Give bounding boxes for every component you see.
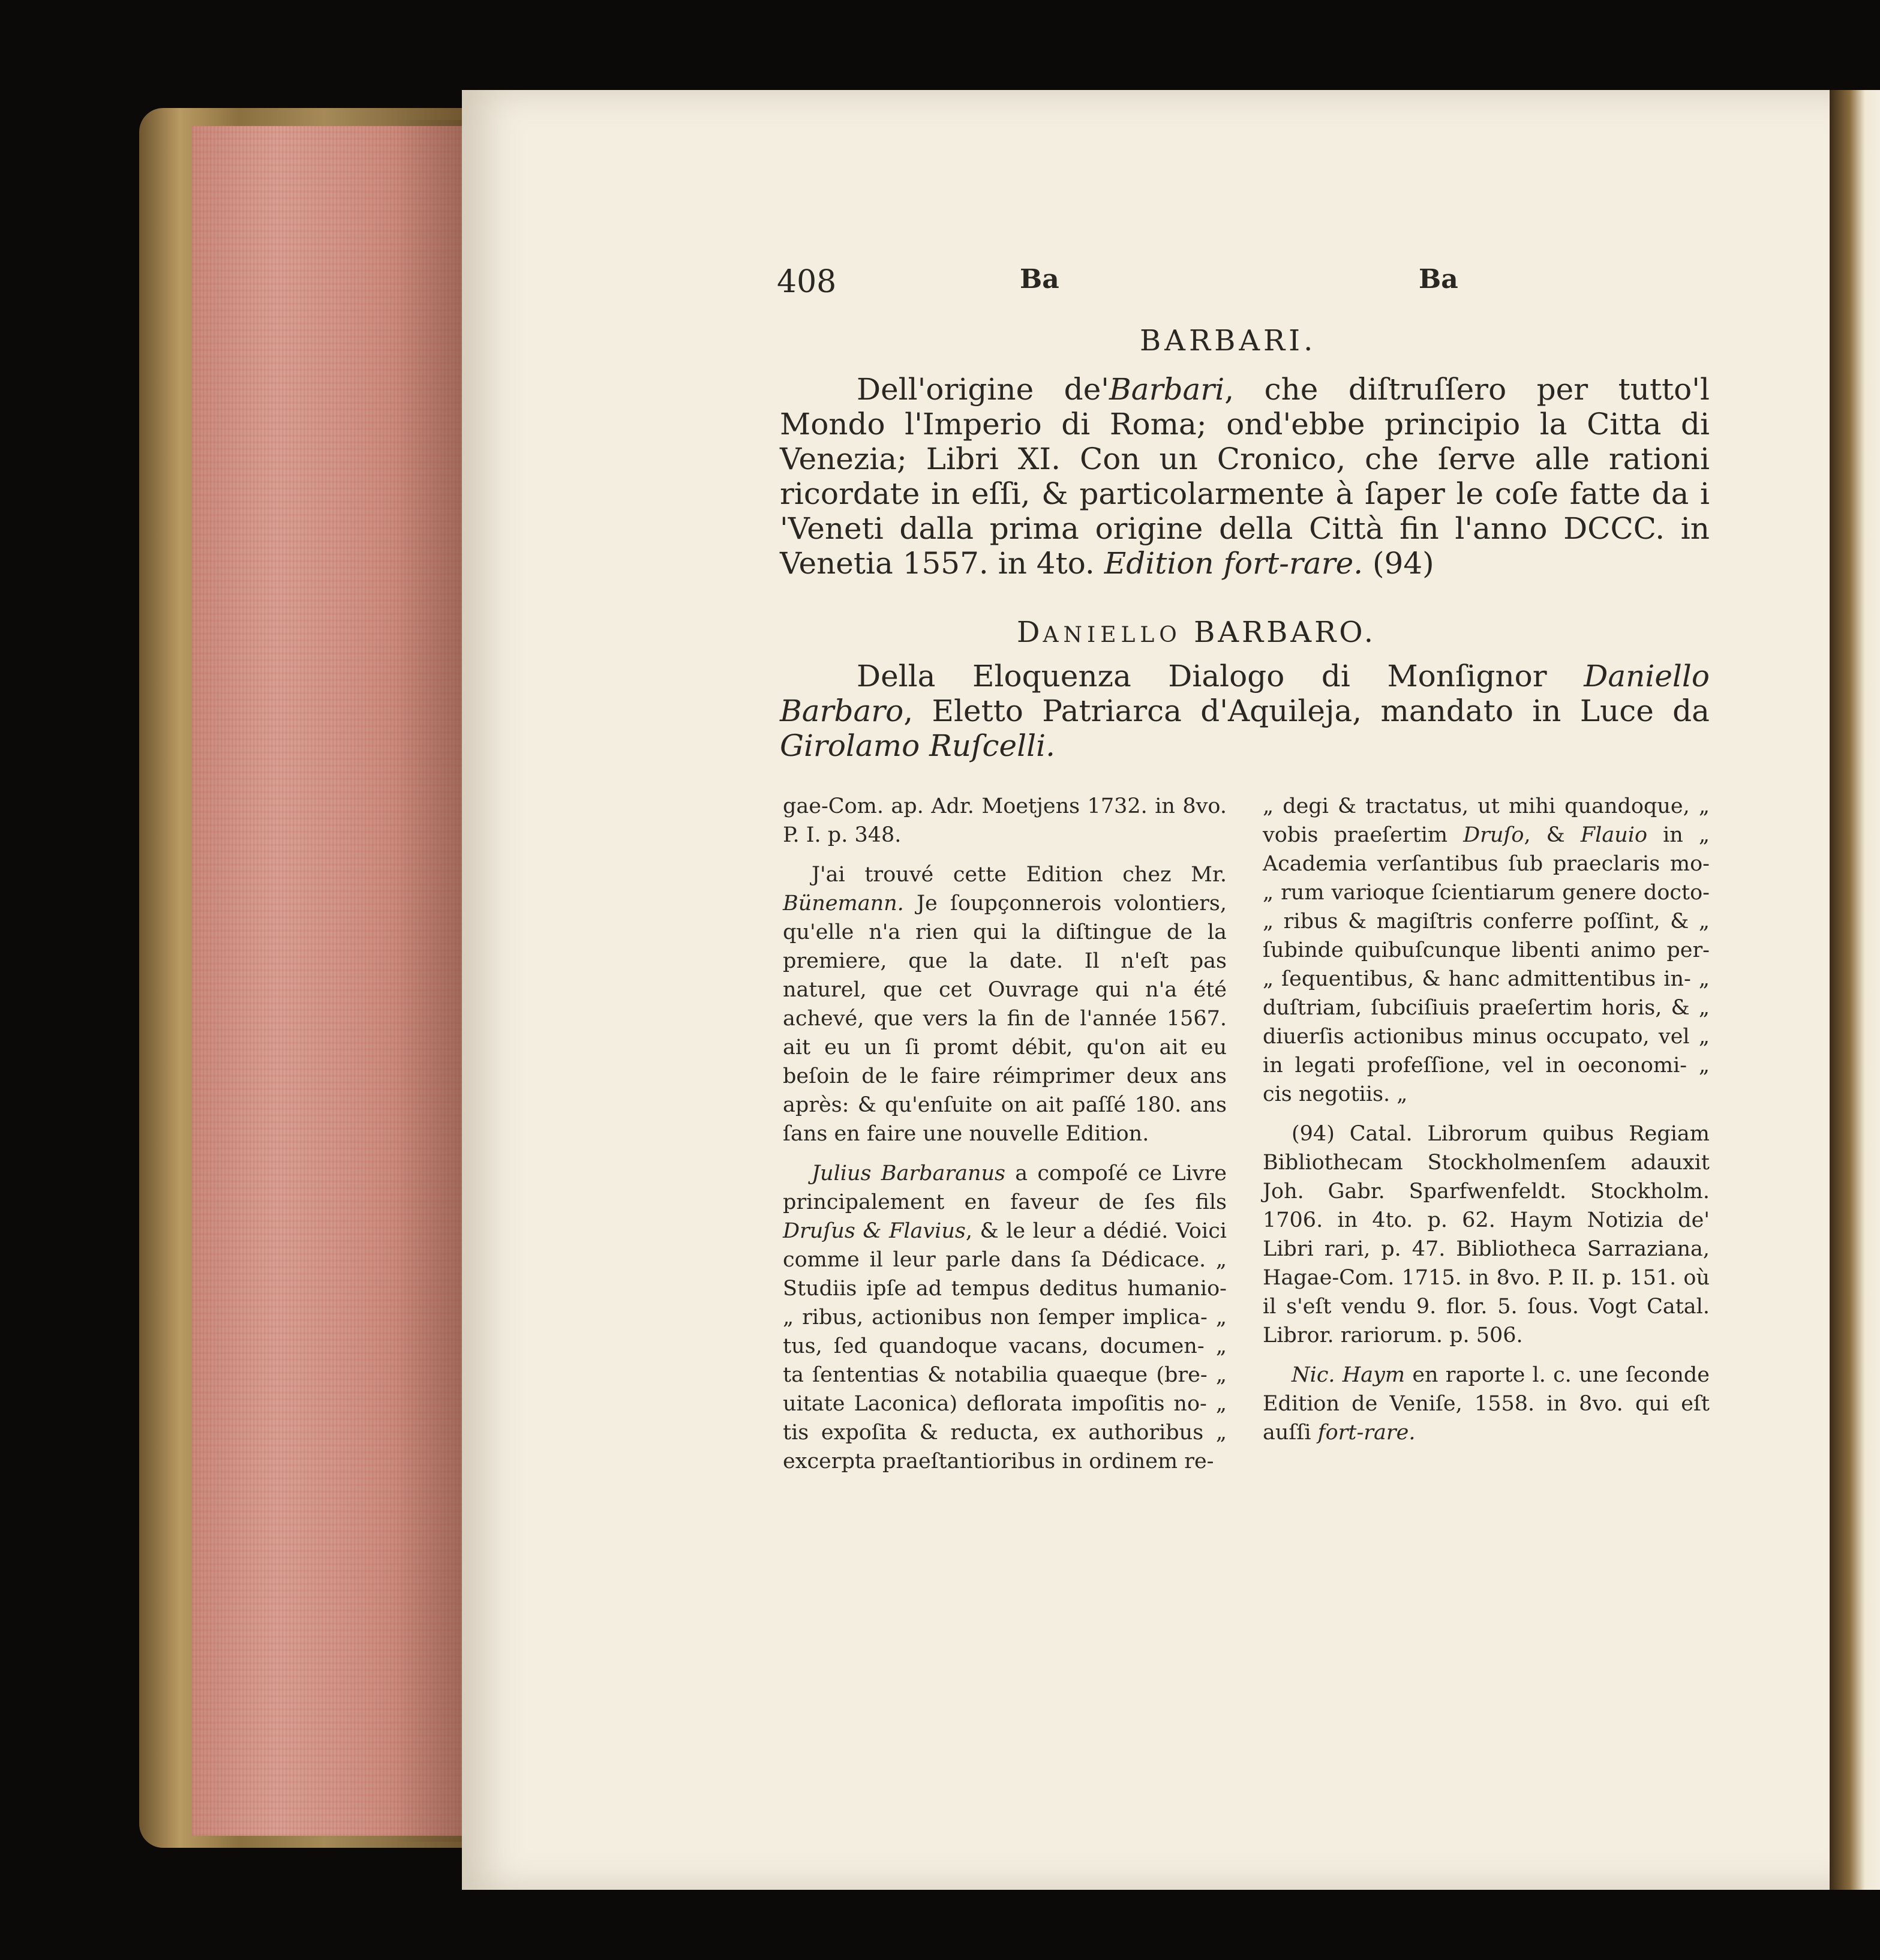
left-column	[783, 792, 1227, 1487]
entry-heading-daniello-barbaro: DANIELLO BARBARO.	[1017, 616, 1377, 649]
right-col-p3: Nic. Haym en raporte l. c. une ſeconde Edition de Veniſe, 1558. in 8vo. qui eſt auſſi fort-rare.	[1263, 1363, 1710, 1445]
left-col-p1: gae-Com. ap. Adr. Moetjens 1732. in 8vo. P. I. p. 348.	[783, 794, 1227, 847]
running-head-right: Ba	[1419, 264, 1458, 295]
left-col-p2: J'ai trouvé cette Edition chez Mr. Bünemann. Je ſoupçonnerois volontiers, qu'elle n'a rien qui la diſtingue de la premiere, que la date. Il n'eſt pas naturel, que cet Ouvrage qui n'a été achevé, que vers la fin de l'année 1567. ait eu un ſi promt débit, qu'on ait eu beſoin de le faire réimprimer deux ans après: & qu'enſuite on ait paſſé 180. ans ſans en faire une nouvelle Edition.	[783, 863, 1227, 1146]
running-head-left: Ba	[1020, 264, 1059, 295]
entry-heading-barbari: BARBARI.	[1140, 324, 1317, 358]
facing-page-edge	[1830, 90, 1880, 1890]
right-col-p1: „ degi & tractatus, ut mihi quandoque, „ vobis praeſertim Druſo, & Flauio in „ Academia verſantibus ſub praeclaris mo- „ rum varioque ſcientiarum genere docto- „ ribus & magiſtris conferre poſſint, & „ ſubinde quibuſcunque libenti animo per- „ ſequentibus, & hanc admittentibus in- „ duſtriam, ſubciſiuis praeſertim horis, & „ diuerſis actionibus minus occupato, vel „ in legati profeſſione, vel in oeconomi- „ cis negotiis. „	[1263, 794, 1710, 1106]
entry-barbari-text: Dell'origine de'Barbari, che diſtruſſero per tutto'l Mondo l'Imperio di Roma; ond'ebbe principio la Citta di Venezia; Libri XI. Con un Cronico, che ſerve alle rationi ricordate in eſſi, & particolarmente à ſaper le coſe fatte da i 'Veneti dalla prima origine della Città fin l'anno DCCC. in Venetia 1557. in 4to. Edition fort-rare. (94)	[780, 372, 1710, 581]
left-col-p3: Julius Barbaranus a compoſé ce Livre principalement en faveur de ſes fils Druſus & Flavius, & le leur a dédié. Voici comme il leur parle dans ſa Dédicace. „ Studiis ipſe ad tempus deditus humanio- „ ribus, actionibus non ſemper implica- „ tus, ſed quandoque vacans, documen- „ ta ſententias & notabilia quaeque (bre- „ uitate Laconica) deflorata impoſitis no- „ tis expoſita & reducta, ex authoribus „ excerpta praeſtantioribus in ordinem re-	[783, 1161, 1227, 1473]
right-column	[1263, 792, 1710, 1458]
entry-daniello-text: Della Eloquenza Dialogo di Monſignor Daniello Barbaro, Eletto Patriarca d'Aquileja, mandato in Luce da Girolamo Ruſcelli.	[780, 659, 1710, 763]
right-col-footnote: (94) Catal. Librorum quibus Regiam Bibliothecam Stockholmenſem adauxit Joh. Gabr. Sparfwenfeldt. Stockholm. 1706. in 4to. p. 62. Haym Notizia de' Libri rari, p. 47. Bibliotheca Sarraziana, Hagae-Com. 1715. in 8vo. P. II. p. 151. où il s'eſt vendu 9. flor. 5. ſous. Vogt Catal. Libror. rariorum. p. 506.	[1263, 1122, 1710, 1347]
page-number: 408	[777, 264, 837, 300]
